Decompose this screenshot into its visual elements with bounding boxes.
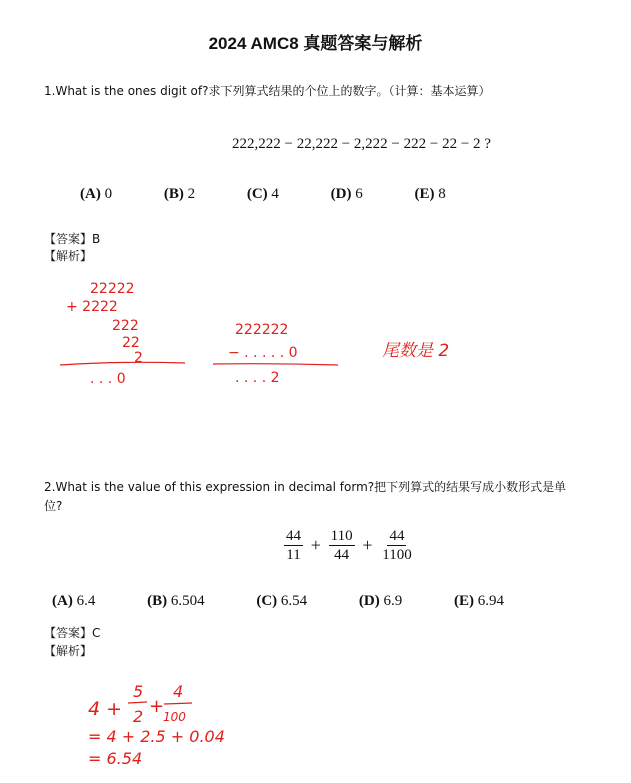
hw-sum: . . . 0 bbox=[90, 371, 126, 387]
hw-sum-line bbox=[60, 362, 185, 365]
hw-addend-5: 2 bbox=[134, 350, 143, 366]
plus-sign-1: + bbox=[310, 535, 321, 555]
plus-sign-2: + bbox=[362, 535, 373, 555]
hw-addend-3: 222 bbox=[112, 318, 139, 334]
handwritten-solution-2 bbox=[0, 660, 631, 780]
answer-label-2: 【答案】C bbox=[44, 626, 101, 640]
analysis-label-1: 【解析】 bbox=[44, 249, 93, 263]
fraction-3: $\frac{44}{1100}$ bbox=[382, 528, 412, 563]
hw-frac1-bar bbox=[128, 702, 147, 703]
hw-conclusion: 尾数是 2 bbox=[382, 341, 450, 361]
question-2-expression bbox=[282, 528, 416, 563]
answer-label-1: 【答案】B bbox=[44, 232, 101, 246]
choice-b: (B) 6.504 bbox=[147, 593, 205, 609]
question-2-text-line1: 2.What is the value of this expression in decimal form?把下列算式的结果写成小数形式是单 bbox=[44, 480, 567, 494]
hw-addend-1: 22222 bbox=[90, 281, 135, 297]
hw-frac2-bar bbox=[164, 703, 192, 704]
hw-frac1-den: 2 bbox=[133, 707, 144, 726]
hw-difference: . . . . 2 bbox=[235, 370, 280, 386]
hw-plus: + bbox=[149, 696, 165, 717]
fraction-2: $\frac{110}{44}$ bbox=[330, 528, 353, 563]
choice-e: (E) 8 bbox=[414, 186, 446, 202]
choice-d: (D) 6.9 bbox=[358, 593, 403, 609]
hw-subtrahend: − . . . . . 0 bbox=[228, 345, 298, 361]
hw-difference-line bbox=[213, 364, 338, 365]
fraction-1: $\frac{44}{11}$ bbox=[286, 528, 301, 563]
choice-c: (C) 4 bbox=[246, 186, 279, 202]
hw-minuend: 222222 bbox=[235, 322, 289, 338]
question-1-text: 1.What is the ones digit of?求下列算式结果的个位上的数字。（计算：基本运算） bbox=[44, 84, 491, 98]
choice-a: (A) 0 bbox=[80, 186, 113, 202]
hw-line2: = 4 + 2.5 + 0.04 bbox=[88, 727, 225, 746]
question-2-choices bbox=[52, 593, 552, 610]
hw-lead: 4 + bbox=[88, 698, 123, 720]
hw-frac1-num: 5 bbox=[133, 682, 144, 701]
hw-addend-2: + 2222 bbox=[66, 299, 118, 315]
hw-line3: = 6.54 bbox=[88, 749, 143, 768]
hw-addend-4: 22 bbox=[122, 335, 140, 351]
question-1-expression: 222,222 − 22,222 − 2,222 − 222 − 22 − 2 ? bbox=[232, 136, 491, 152]
choice-a: (A) 6.4 bbox=[52, 593, 96, 609]
choice-d: (D) 6 bbox=[330, 186, 363, 202]
analysis-label-2: 【解析】 bbox=[44, 644, 93, 658]
choice-e: (E) 6.94 bbox=[453, 593, 504, 609]
page-title: 2024 AMC8 真题答案与解析 bbox=[208, 34, 423, 53]
hw-frac2-den: 100 bbox=[163, 710, 186, 724]
choice-c: (C) 6.54 bbox=[256, 593, 308, 609]
question-2-text-line2: 位? bbox=[44, 499, 63, 513]
choice-b: (B) 2 bbox=[163, 186, 196, 202]
hw-frac2-num: 4 bbox=[173, 682, 184, 701]
